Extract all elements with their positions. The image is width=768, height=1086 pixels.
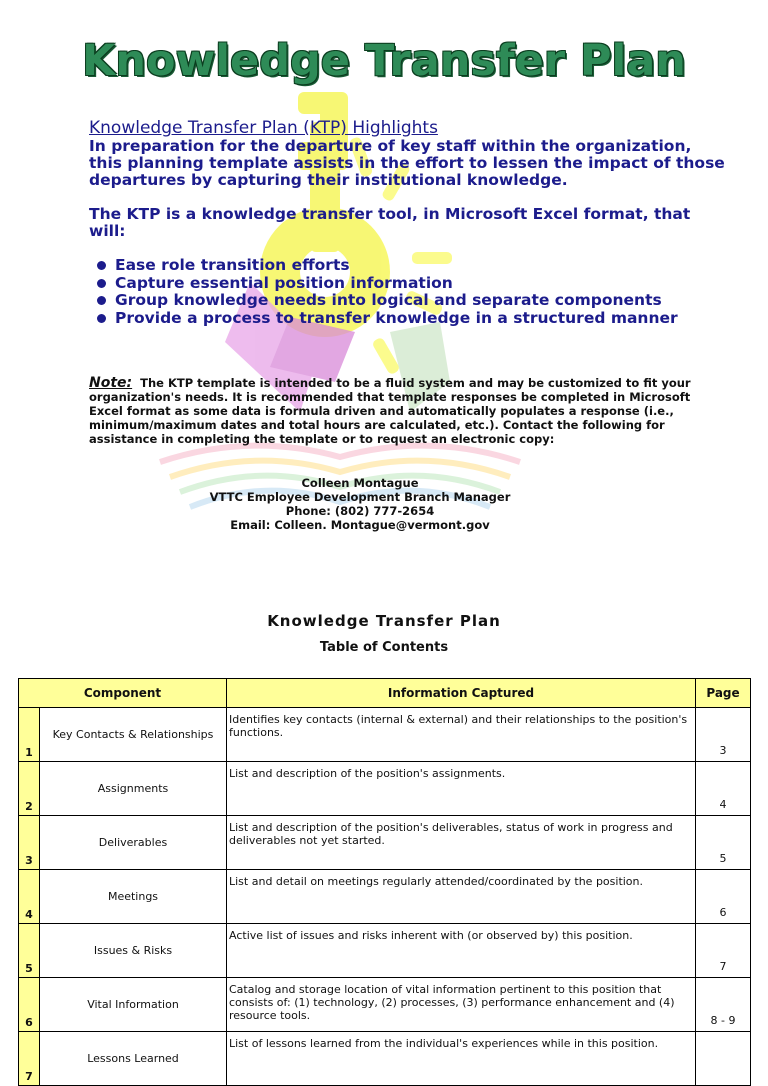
row-page [696, 1032, 751, 1086]
row-component: Deliverables [40, 816, 227, 870]
table-row [19, 924, 751, 978]
toc-title: Knowledge Transfer Plan [267, 612, 501, 630]
row-number: 4 [19, 870, 40, 924]
note-text: The KTP template is intended to be a fluid system and may be customized to fit your organization's needs. It is recommended that template responses be completed in Microsoft Excel format as some data is formula driven and automatically populates a response (i.e., minimum/maximum dates and total hours are calculated, etc.). Contact the following for assistance in completing the template or to request an electronic copy: [89, 376, 691, 446]
row-page: 5 [696, 816, 751, 870]
row-component: Assignments [40, 762, 227, 816]
toc-table [18, 678, 751, 1086]
contact-email[interactable]: Email: Colleen. Montague@vermont.gov [230, 518, 490, 532]
row-number: 2 [19, 762, 40, 816]
row-page: 8 - 9 [696, 978, 751, 1032]
bullet-item [97, 275, 729, 293]
highlights-ktp-line: The KTP is a knowledge transfer tool, in Microsoft Excel format, that will: [89, 205, 691, 240]
page-title: Knowledge Transfer Plan [82, 36, 686, 86]
highlights-heading: Knowledge Transfer Plan (KTP) Highlights [89, 118, 438, 138]
note-label: Note: [89, 375, 133, 391]
highlights-intro: In preparation for the departure of key staff within the organization, this planning template assists in the effort to lessen the impact of those departures by capturing their institutional knowledge. [89, 137, 725, 189]
row-component: Meetings [40, 870, 227, 924]
bullet-text: Capture essential position information [115, 273, 453, 292]
bullet-item [97, 257, 729, 275]
contact-role: VTTC Employee Development Branch Manager [209, 490, 511, 504]
row-page: 6 [696, 870, 751, 924]
bullet-text: Ease role transition efforts [115, 256, 350, 274]
row-info: Identifies key contacts (internal & external) and their relationships to the position's functions. [227, 708, 696, 762]
bullet-item [97, 310, 729, 328]
row-number: 6 [19, 978, 40, 1032]
bullet-dot-icon [97, 296, 106, 305]
header-component: Component [19, 679, 227, 708]
row-component: Key Contacts & Relationships [40, 708, 227, 762]
table-row [19, 1032, 751, 1086]
highlights-bullet-list [97, 257, 729, 327]
row-info: List and description of the position's assignments. [227, 762, 696, 816]
bullet-dot-icon [97, 261, 106, 270]
row-number: 3 [19, 816, 40, 870]
table-row [19, 708, 751, 762]
header-info: Information Captured [227, 679, 696, 708]
contact-phone: Phone: (802) 777-2654 [285, 504, 435, 518]
table-row [19, 762, 751, 816]
header-page: Page [696, 679, 751, 708]
row-number: 7 [19, 1032, 40, 1086]
bullet-dot-icon [97, 314, 106, 323]
table-row [19, 816, 751, 870]
bullet-item [97, 292, 729, 310]
bullet-text: Group knowledge needs into logical and separate components [115, 291, 662, 309]
row-component: Issues & Risks [40, 924, 227, 978]
bullet-text: Provide a process to transfer knowledge in a structured manner [115, 308, 678, 327]
row-page: 4 [696, 762, 751, 816]
row-info: Active list of issues and risks inherent with (or observed by) this position. [227, 924, 696, 978]
row-component: Vital Information [40, 978, 227, 1032]
row-component: Lessons Learned [40, 1032, 227, 1086]
row-info: List of lessons learned from the individual's experiences while in this position. [227, 1032, 696, 1086]
row-number: 1 [19, 708, 40, 762]
contact-block [200, 476, 520, 532]
table-row [19, 978, 751, 1032]
table-row [19, 870, 751, 924]
highlights-section [89, 118, 729, 327]
row-page: 3 [696, 708, 751, 762]
row-info: List and detail on meetings regularly attended/coordinated by the position. [227, 870, 696, 924]
toc-subtitle: Table of Contents [319, 640, 449, 655]
row-page: 7 [696, 924, 751, 978]
bullet-dot-icon [97, 279, 106, 288]
toc-header-row [19, 679, 751, 708]
row-info: List and description of the position's deliverables, status of work in progress and deliverables not yet started. [227, 816, 696, 870]
row-number: 5 [19, 924, 40, 978]
contact-name: Colleen Montague [301, 476, 419, 490]
note-paragraph [89, 376, 699, 446]
row-info: Catalog and storage location of vital information pertinent to this position that consists of: (1) technology, (2) processes, (3) performance enhancement and (4) resource tools. [227, 978, 696, 1032]
